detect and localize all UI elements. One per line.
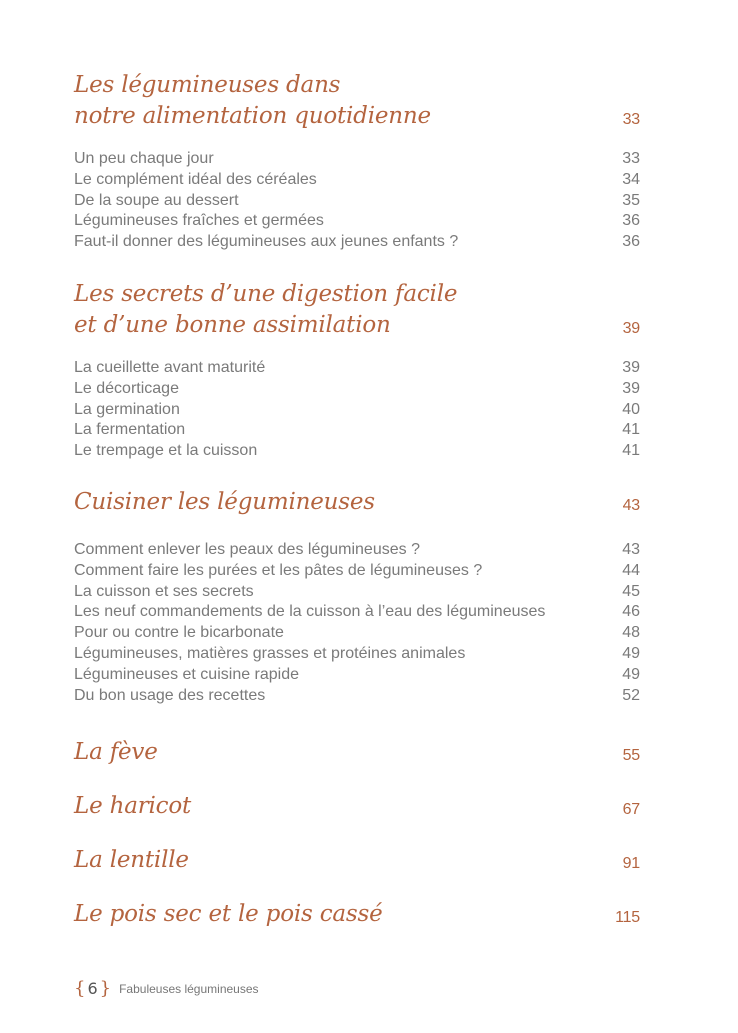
section-heading: [74, 487, 640, 518]
entry-list: [74, 149, 640, 253]
toc-entry: [74, 420, 640, 441]
toc-entry: [74, 170, 640, 191]
entry-page-number: 41: [622, 421, 640, 439]
entry-page-number: 36: [622, 212, 640, 230]
heading-line: et d’une bonne assimilation: [74, 312, 391, 338]
section-heading: [74, 899, 640, 930]
heading-line: Le pois sec et le pois cassé: [74, 901, 383, 927]
entry-page-number: 52: [622, 686, 640, 704]
toc-section-digestion: [74, 279, 640, 462]
entry-title: Comment enlever les peaux des légumineuses ?: [74, 541, 420, 558]
toc-entry: [74, 602, 640, 623]
entry-title: Le complément idéal des céréales: [74, 170, 317, 188]
entry-title: La fermentation: [74, 421, 186, 439]
footer-page-number: 6: [87, 979, 98, 998]
section-heading: [74, 845, 640, 876]
entry-title: De la soupe au dessert: [74, 191, 239, 209]
entry-page-number: 35: [622, 191, 640, 209]
section-heading: [74, 791, 640, 822]
entry-page-number: 41: [622, 442, 640, 460]
toc-section-cuisiner: [74, 487, 640, 706]
toc-section-alimentation: [74, 70, 640, 253]
entry-page-number: 49: [622, 644, 640, 662]
toc-entry: [74, 400, 640, 421]
footer-close-brace: }: [99, 978, 112, 999]
entry-title: Comment faire les purées et les pâtes de légumineuses ?: [74, 561, 483, 579]
page-footer: [74, 978, 259, 1000]
toc-entry: [74, 358, 640, 379]
toc-section-lentille: [74, 845, 640, 876]
heading-page-number: 91: [622, 855, 640, 872]
toc-section-feve: [74, 737, 640, 768]
entry-page-number: 36: [622, 233, 640, 251]
toc-section-haricot: [74, 791, 640, 822]
entry-title: La germination: [74, 400, 180, 418]
entry-page-number: 45: [622, 582, 640, 600]
entry-list: [74, 358, 640, 462]
toc-entry: [74, 232, 640, 253]
heading-page-number: 43: [622, 497, 640, 514]
toc-entry: [74, 561, 640, 582]
entry-title: Légumineuses, matières grasses et protéines animales: [74, 644, 466, 662]
entry-title: Légumineuses et cuisine rapide: [74, 665, 300, 683]
section-heading: [74, 70, 640, 132]
toc-entry: [74, 686, 640, 707]
toc-entry: [74, 211, 640, 232]
entry-page-number: 39: [622, 379, 640, 397]
heading-line: Le haricot: [74, 793, 192, 819]
section-heading: [74, 279, 640, 341]
entry-page-number: 44: [622, 561, 640, 579]
toc-entry: [74, 441, 640, 462]
toc-entry: [74, 379, 640, 400]
heading-page-number: 55: [622, 747, 640, 764]
entry-title: Du bon usage des recettes: [74, 686, 266, 704]
heading-page-number: 115: [615, 909, 640, 926]
heading-line: Cuisiner les légumineuses: [74, 489, 375, 515]
entry-title: Pour ou contre le bicarbonate: [74, 624, 284, 642]
footer-open-brace: {: [74, 978, 86, 999]
heading-page-number: 67: [622, 801, 640, 818]
entry-title: La cuisson et ses secrets: [74, 582, 254, 600]
entry-page-number: 33: [622, 150, 640, 167]
entry-title: Le trempage et la cuisson: [74, 442, 258, 460]
heading-line: La fève: [74, 739, 158, 765]
footer-book-title: Fabuleuses légumineuses: [119, 982, 259, 996]
entry-title: La cueillette avant maturité: [74, 359, 266, 376]
toc-entry: [74, 623, 640, 644]
entry-title: Le décorticage: [74, 379, 179, 397]
entry-list: [74, 540, 640, 706]
entry-page-number: 39: [622, 359, 640, 376]
section-heading: [74, 737, 640, 768]
heading-line: Les secrets d’une digestion facile: [74, 281, 458, 307]
entry-title: Les neuf commandements de la cuisson à l’eau des légumineuses: [74, 603, 546, 621]
entry-page-number: 48: [622, 624, 640, 642]
entry-title: Légumineuses fraîches et germées: [74, 212, 324, 230]
entry-page-number: 43: [622, 541, 640, 558]
entry-page-number: 34: [622, 170, 640, 188]
toc-section-pois: [74, 899, 640, 930]
heading-line: La lentille: [74, 847, 189, 873]
heading-line: Les légumineuses dans: [74, 72, 341, 98]
heading-line: notre alimentation quotidienne: [74, 103, 431, 129]
toc-entry: [74, 191, 640, 212]
toc-entry: [74, 582, 640, 603]
toc-entry: [74, 665, 640, 686]
entry-page-number: 40: [622, 400, 640, 418]
toc-entry: [74, 644, 640, 665]
toc-entry: [74, 149, 640, 170]
entry-page-number: 49: [622, 665, 640, 683]
heading-page-number: 39: [622, 320, 640, 337]
toc-entry: [74, 540, 640, 561]
heading-page-number: 33: [622, 111, 640, 128]
entry-title: Un peu chaque jour: [74, 150, 214, 167]
entry-title: Faut-il donner des légumineuses aux jeunes enfants ?: [74, 233, 459, 251]
entry-page-number: 46: [622, 603, 640, 621]
